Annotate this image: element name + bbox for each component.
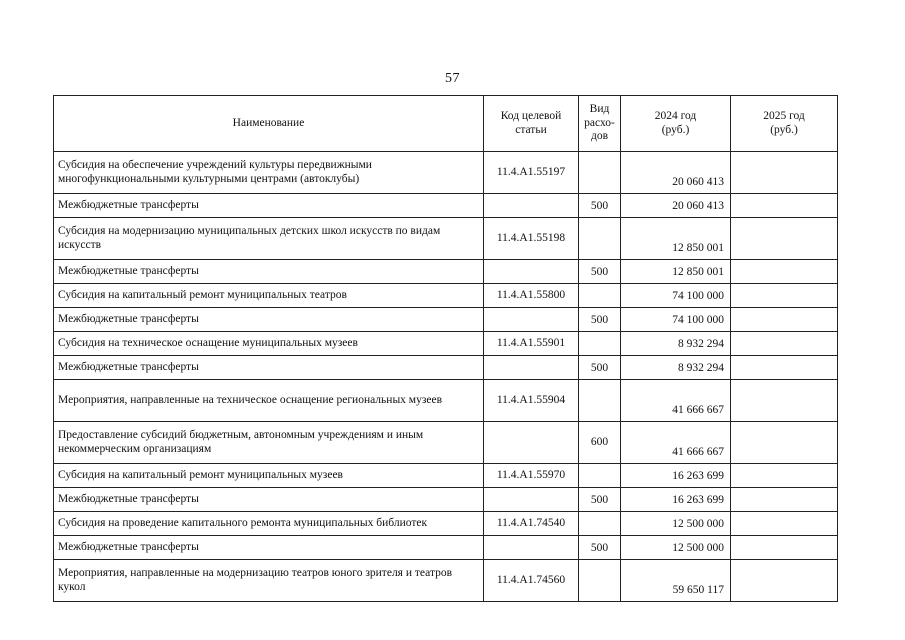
cell-2024: 20 060 413	[621, 194, 731, 218]
cell-2025	[731, 380, 838, 422]
cell-name: Субсидия на капитальный ремонт муниципальных театров	[54, 284, 484, 308]
header-kind-line-1: Вид	[589, 102, 610, 115]
header-2025-line-1: 2025 год	[763, 109, 805, 122]
cell-kind	[579, 560, 621, 602]
cell-code: 11.4.А1.74540	[484, 512, 579, 536]
cell-kind: 500	[579, 536, 621, 560]
cell-kind: 500	[579, 488, 621, 512]
cell-2025	[731, 560, 838, 602]
header-kind	[579, 96, 621, 152]
table-row	[54, 194, 838, 218]
cell-code: 11.4.А1.74560	[484, 560, 579, 602]
cell-2024: 41 666 667	[621, 380, 731, 422]
table-header-row	[54, 96, 838, 152]
cell-code: 11.4.А1.55197	[484, 152, 579, 194]
page-number: 57	[445, 71, 460, 86]
cell-name: Межбюджетные трансферты	[54, 488, 484, 512]
table-row	[54, 488, 838, 512]
cell-2025	[731, 194, 838, 218]
header-2025	[731, 96, 838, 152]
cell-2025	[731, 536, 838, 560]
header-code-line-2: статьи	[515, 123, 547, 136]
header-code-line-1: Код целевой	[500, 109, 562, 122]
cell-name: Субсидия на капитальный ремонт муниципальных музеев	[54, 464, 484, 488]
table-row	[54, 560, 838, 602]
table-row	[54, 356, 838, 380]
header-name-text: Наименование	[232, 116, 305, 129]
cell-2024: 59 650 117	[621, 560, 731, 602]
cell-2025	[731, 152, 838, 194]
cell-2024: 74 100 000	[621, 284, 731, 308]
table-row	[54, 332, 838, 356]
cell-2024: 20 060 413	[621, 152, 731, 194]
table-row	[54, 260, 838, 284]
cell-kind	[579, 512, 621, 536]
cell-kind	[579, 152, 621, 194]
cell-2024: 12 500 000	[621, 536, 731, 560]
cell-name: Межбюджетные трансферты	[54, 194, 484, 218]
cell-kind	[579, 218, 621, 260]
cell-kind	[579, 464, 621, 488]
table-row	[54, 512, 838, 536]
cell-2025	[731, 332, 838, 356]
cell-kind: 600	[579, 422, 621, 464]
cell-code	[484, 308, 579, 332]
cell-code: 11.4.А1.55970	[484, 464, 579, 488]
cell-kind	[579, 284, 621, 308]
header-name	[54, 96, 484, 152]
header-kind-line-2: расхо-	[584, 116, 615, 129]
table-row	[54, 308, 838, 332]
cell-code	[484, 260, 579, 284]
cell-name: Межбюджетные трансферты	[54, 308, 484, 332]
cell-2024: 8 932 294	[621, 356, 731, 380]
cell-2024: 41 666 667	[621, 422, 731, 464]
cell-name: Субсидия на модернизацию муниципальных детских школ искусств по видам искусств	[54, 218, 484, 260]
cell-code: 11.4.А1.55800	[484, 284, 579, 308]
table-row	[54, 380, 838, 422]
cell-2025	[731, 308, 838, 332]
cell-2024: 16 263 699	[621, 488, 731, 512]
cell-name: Мероприятия, направленные на техническое оснащение региональных музеев	[54, 380, 484, 422]
budget-table	[53, 95, 838, 602]
cell-2024: 12 500 000	[621, 512, 731, 536]
cell-2025	[731, 218, 838, 260]
cell-code	[484, 422, 579, 464]
cell-code	[484, 356, 579, 380]
cell-name: Межбюджетные трансферты	[54, 536, 484, 560]
header-2024-line-1: 2024 год	[654, 109, 697, 122]
table-row	[54, 218, 838, 260]
cell-name: Субсидия на проведение капитального ремонта муниципальных библиотек	[54, 512, 484, 536]
cell-2025	[731, 488, 838, 512]
header-code	[484, 96, 579, 152]
cell-2025	[731, 512, 838, 536]
cell-2025	[731, 260, 838, 284]
table-row	[54, 422, 838, 464]
cell-code: 11.4.А1.55901	[484, 332, 579, 356]
cell-code	[484, 194, 579, 218]
cell-name: Межбюджетные трансферты	[54, 356, 484, 380]
cell-kind: 500	[579, 308, 621, 332]
header-2025-line-2: (руб.)	[770, 123, 798, 136]
cell-2024: 12 850 001	[621, 260, 731, 284]
cell-2024: 8 932 294	[621, 332, 731, 356]
cell-name: Мероприятия, направленные на модернизацию театров юного зрителя и театров кукол	[54, 560, 484, 602]
cell-code: 11.4.А1.55904	[484, 380, 579, 422]
cell-name: Предоставление субсидий бюджетным, автономным учреждениям и иным некоммерческим организациям	[54, 422, 484, 464]
table-row	[54, 284, 838, 308]
header-kind-line-3: дов	[590, 130, 609, 143]
cell-2025	[731, 422, 838, 464]
cell-2025	[731, 356, 838, 380]
cell-code	[484, 488, 579, 512]
cell-2024: 74 100 000	[621, 308, 731, 332]
header-2024-line-2: (руб.)	[661, 123, 690, 136]
cell-2024: 16 263 699	[621, 464, 731, 488]
cell-code	[484, 536, 579, 560]
cell-kind	[579, 380, 621, 422]
cell-kind: 500	[579, 356, 621, 380]
cell-2025	[731, 464, 838, 488]
cell-2025	[731, 284, 838, 308]
header-2024	[621, 96, 731, 152]
table-row	[54, 464, 838, 488]
cell-name: Субсидия на техническое оснащение муниципальных музеев	[54, 332, 484, 356]
cell-kind	[579, 332, 621, 356]
cell-name: Субсидия на обеспечение учреждений культуры передвижными многофункциональными культурными центрами (автоклубы)	[54, 152, 484, 194]
table-row	[54, 152, 838, 194]
cell-name: Межбюджетные трансферты	[54, 260, 484, 284]
table-row	[54, 536, 838, 560]
cell-kind: 500	[579, 260, 621, 284]
cell-code: 11.4.А1.55198	[484, 218, 579, 260]
cell-2024: 12 850 001	[621, 218, 731, 260]
cell-kind: 500	[579, 194, 621, 218]
